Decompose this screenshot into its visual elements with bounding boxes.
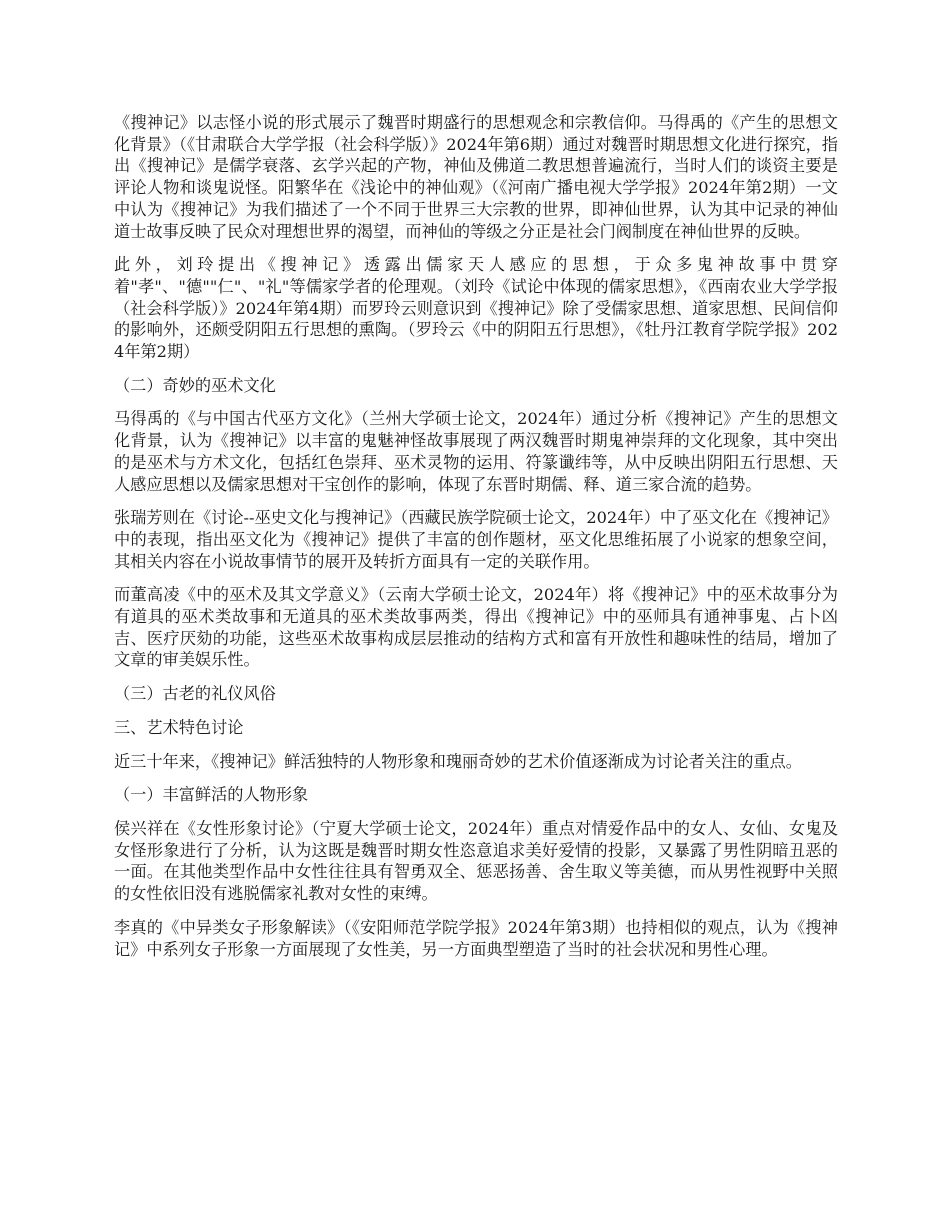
paragraph-confucian-thought: 此外，刘玲提出《搜神记》透露出儒家天人感应的思想，于众多鬼神故事中贯穿着"孝"、"德""仁"、"礼"等儒家学者的伦理观。（刘玲《试论中体现的儒家思想》，《西南农业大学学报（社会科学版）》2024年第4期）而罗玲云则意识到《搜神记》除了受儒家思想、道家思想、民间信仰的影响外，还颇受阴阳五行思想的熏陶。（罗玲云《中的阴阳五行思想》，《牡丹江教育学院学报》2024年第2期） xyxy=(114,255,838,362)
paragraph-zhang-ruifang: 张瑞芳则在《讨论--巫史文化与搜神记》（西藏民族学院硕士论文，2024年）中了巫文化在《搜神记》中的表现，指出巫文化为《搜神记》提供了丰富的创作题材，巫文化思维拓展了小说家的想象空间，其相关内容在小说故事情节的展开及转折方面具有一定的关联作用。 xyxy=(114,508,838,571)
paragraph-dong-gaoling: 而董高凌《中的巫术及其文学意义》（云南大学硕士论文，2024年）将《搜神记》中的巫术故事分为有道具的巫术类故事和无道具的巫术类故事两类，得出《搜神记》中的巫师具有通神事鬼、占卜凶吉、医疗厌劾的功能，这些巫术故事构成层层推动的结构方式和富有开放性和趣味性的结局，增加了文章的审美娱乐性。 xyxy=(114,585,838,670)
paragraph-thirty-years: 近三十年来，《搜神记》鲜活独特的人物形象和瑰丽奇妙的艺术价值逐渐成为讨论者关注的重点。 xyxy=(114,751,802,771)
section-heading-rituals: （三）古老的礼仪风俗 xyxy=(114,684,276,704)
paragraph-sohu-thought: 《搜神记》以志怪小说的形式展示了魏晋时期盛行的思想观念和宗教信仰。马得禹的《产生的思想文化背景》（《甘肃联合大学学报（社会科学版）》2024年第6期）通过对魏晋时期思想文化进行探究，指出《搜神记》是儒学衰落、玄学兴起的产物，神仙及佛道二教思想普遍流行，当时人们的谈资主要是评论人物和谈鬼说怪。阳繁华在《浅论中的神仙观》（《河南广播电视大学学报》2024年第2期）一文中认为《搜神记》为我们描述了一个不同于世界三大宗教的世界，即神仙世界，认为其中记录的神仙道士故事反映了民众对理想世界的渴望，而神仙的等级之分正是社会门阀制度在神仙世界的反映。 xyxy=(114,113,838,241)
document-page xyxy=(114,112,838,972)
section-heading-witchcraft: （二）奇妙的巫术文化 xyxy=(114,375,276,395)
section-heading-art-features: 三、艺术特色讨论 xyxy=(114,717,244,737)
paragraph-hou-xingxiang: 侯兴祥在《女性形象讨论》（宁夏大学硕士论文，2024年）重点对情爱作品中的女人、女仙、女鬼及女怪形象进行了分析，认为这既是魏晋时期女性恣意追求美好爱情的投影，又暴露了男性阴暗丑恶的一面。在其他类型作品中女性往往具有智勇双全、惩恶扬善、舍生取义等美德，而从男性视野中关照的女性依旧没有逃脱儒家礼教对女性的束缚。 xyxy=(114,818,838,904)
paragraph-ma-deyu: 马得禹的《与中国古代巫方文化》（兰州大学硕士论文，2024年）通过分析《搜神记》产生的思想文化背景，认为《搜神记》以丰富的鬼魅神怪故事展现了两汉魏晋时期鬼神崇拜的文化现象，其中突出的是巫术与方术文化，包括红色崇拜、巫术灵物的运用、符篆谶纬等，从中反映出阴阳五行思想、天人感应思想以及儒家思想对干宝创作的影响，体现了东晋时期儒、释、道三家合流的趋势。 xyxy=(114,409,838,494)
section-heading-characters: （一）丰富鲜活的人物形象 xyxy=(114,785,309,805)
paragraph-li-zhen: 李真的《中异类女子形象解读》（《安阳师范学院学报》2024年第3期）也持相似的观点，认为《搜神记》中系列女子形象一方面展现了女性美，另一方面典型塑造了当时的社会状况和男性心理。 xyxy=(114,917,838,959)
